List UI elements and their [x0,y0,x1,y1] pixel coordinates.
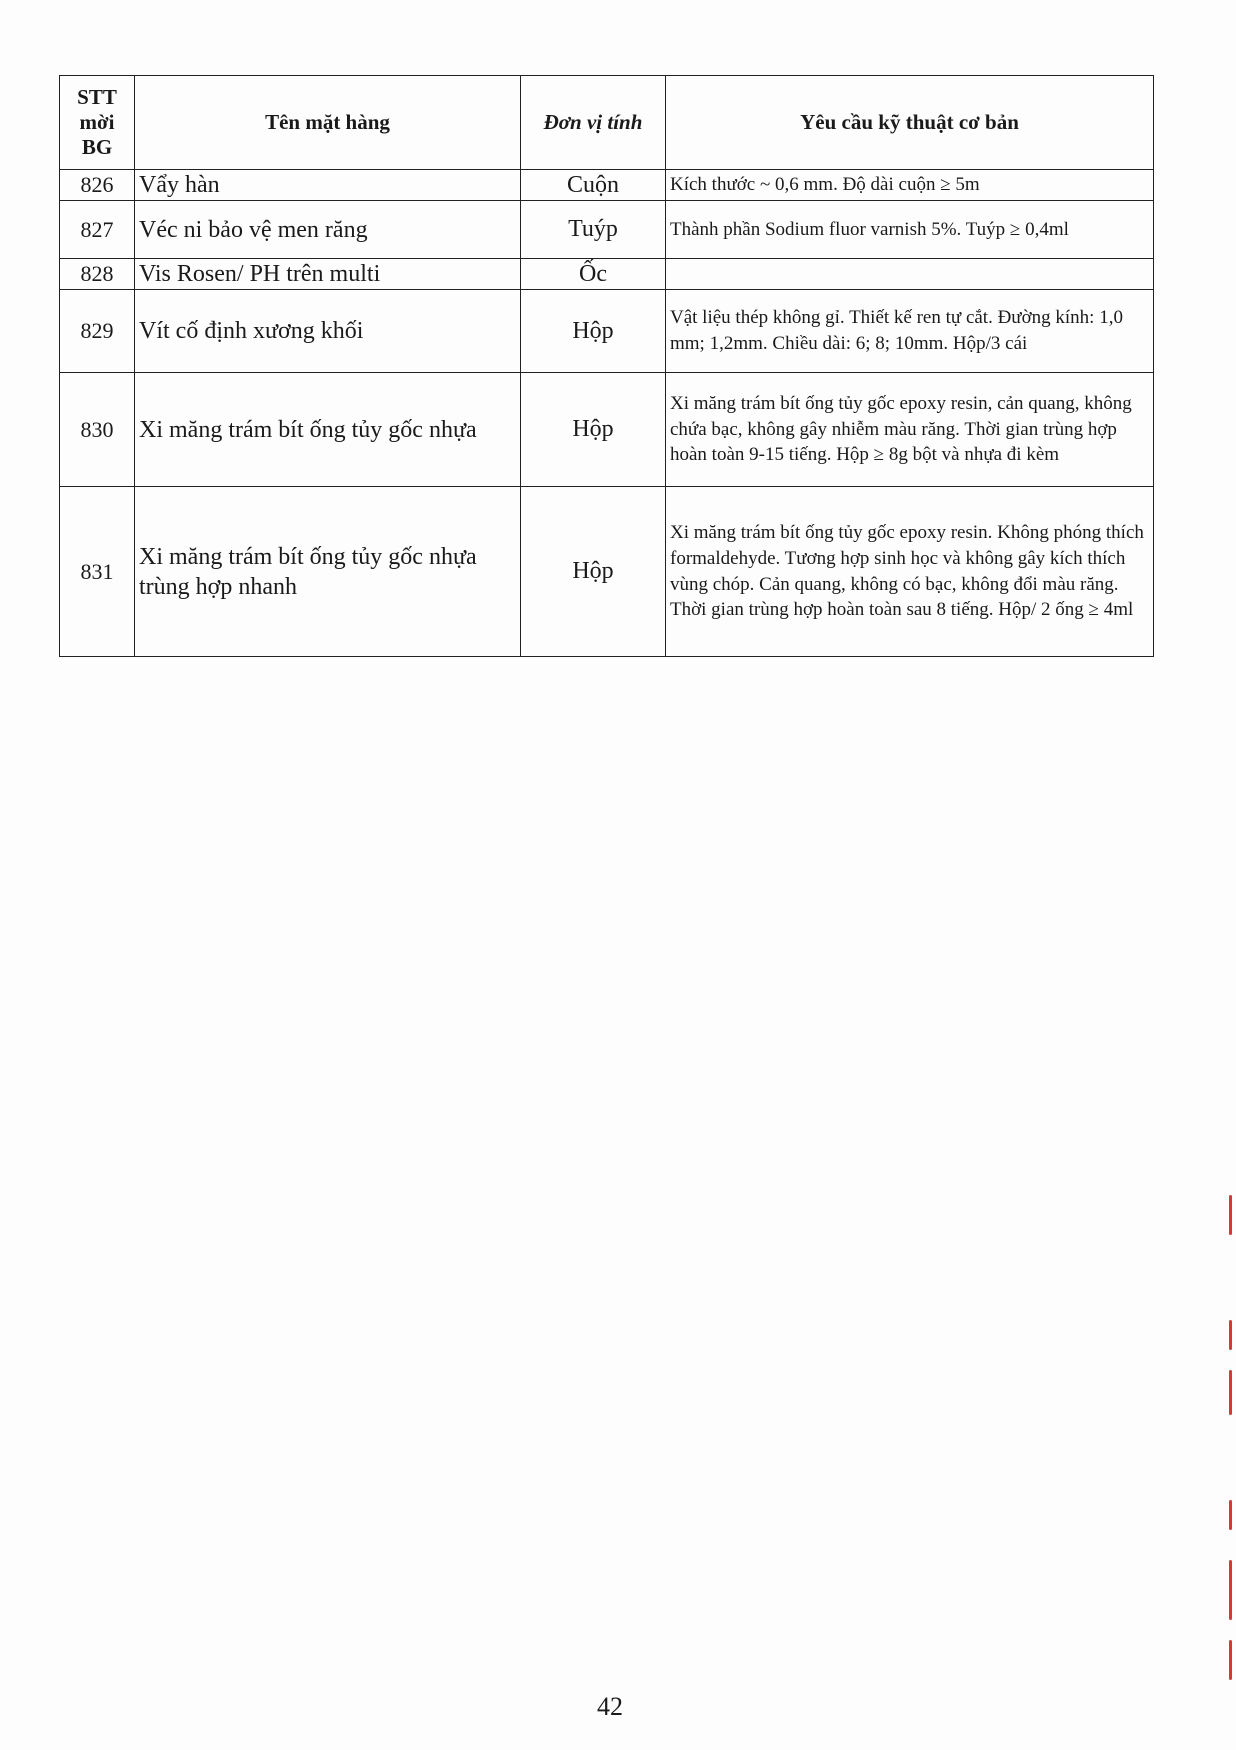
stamp-edge-mark [1229,1370,1232,1415]
row-spec: Thành phần Sodium fluor varnish 5%. Tuýp ≥ 0,4ml [666,201,1154,259]
header-unit: Đơn vị tính [521,76,666,170]
stamp-edge-mark [1229,1640,1232,1680]
row-stt: 826 [60,170,135,201]
row-spec: Vật liệu thép không gỉ. Thiết kế ren tự cắt. Đường kính: 1,0 mm; 1,2mm. Chiều dài: 6; 8; 10mm. Hộp/3 cái [666,290,1154,373]
row-unit: Ốc [521,259,666,290]
row-stt: 830 [60,373,135,487]
stamp-edge-mark [1229,1195,1232,1235]
row-unit: Tuýp [521,201,666,259]
stamp-edge-mark [1229,1320,1232,1350]
table-header-row [60,76,1154,170]
table-row [60,201,1154,259]
items-table [59,75,1154,657]
row-spec: Xi măng trám bít ống tủy gốc epoxy resin. Không phóng thích formaldehyde. Tương hợp sinh học và không gây kích thích vùng chóp. Cản quang, không có bạc, không đổi màu răng. Thời gian trùng hợp hoàn toàn sau 8 tiếng. Hộp/ 2 ống ≥ 4ml [666,487,1154,657]
row-stt: 828 [60,259,135,290]
row-unit: Cuộn [521,170,666,201]
row-name: Vít cố định xương khối [135,290,521,373]
row-stt: 827 [60,201,135,259]
header-stt: STT mời BG [60,76,135,170]
table-row [60,487,1154,657]
row-spec [666,259,1154,290]
row-spec: Kích thước ~ 0,6 mm. Độ dài cuộn ≥ 5m [666,170,1154,201]
stamp-edge-mark [1229,1500,1232,1530]
row-stt: 831 [60,487,135,657]
row-unit: Hộp [521,487,666,657]
stamp-edge-mark [1229,1560,1232,1620]
table-row [60,259,1154,290]
row-unit: Hộp [521,373,666,487]
row-name: Vis Rosen/ PH trên multi [135,259,521,290]
table-row [60,373,1154,487]
row-name: Xi măng trám bít ống tủy gốc nhựa trùng hợp nhanh [135,487,521,657]
row-stt: 829 [60,290,135,373]
row-name: Vẩy hàn [135,170,521,201]
row-unit: Hộp [521,290,666,373]
header-spec: Yêu cầu kỹ thuật cơ bản [666,76,1154,170]
row-name: Xi măng trám bít ống tủy gốc nhựa [135,373,521,487]
page-number: 42 [597,1692,623,1721]
table-row [60,290,1154,373]
table-row [60,170,1154,201]
row-spec: Xi măng trám bít ống tủy gốc epoxy resin, cản quang, không chứa bạc, không gây nhiễm màu răng. Thời gian trùng hợp hoàn toàn 9-15 tiếng. Hộp ≥ 8g bột và nhựa đi kèm [666,373,1154,487]
header-name: Tên mặt hàng [135,76,521,170]
row-name: Véc ni bảo vệ men răng [135,201,521,259]
